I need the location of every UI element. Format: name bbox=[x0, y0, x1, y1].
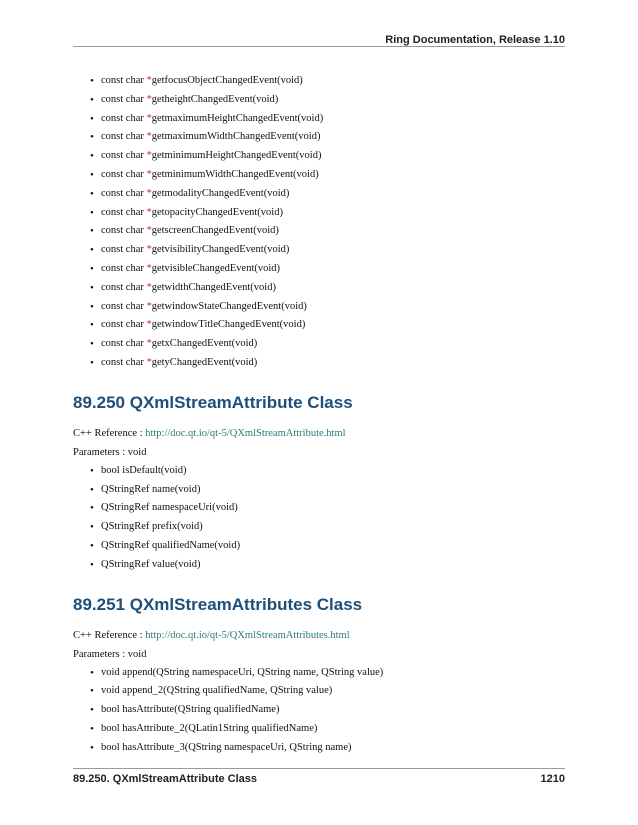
list-item: • bool hasAttribute_3(QString namespaceUri, QString name) bbox=[73, 739, 565, 758]
page-content bbox=[73, 72, 565, 758]
type-prefix: const char bbox=[101, 319, 147, 331]
parameters-text: Parameters : void bbox=[73, 446, 147, 458]
header-title: Ring Documentation, Release 1.10 bbox=[385, 34, 565, 46]
list-item bbox=[73, 222, 565, 241]
pointer-mark: * bbox=[146, 244, 152, 256]
parameters-text: Parameters : void bbox=[73, 648, 147, 660]
list-item bbox=[73, 279, 565, 298]
list-item bbox=[73, 204, 565, 223]
list-item: • bool isDefault(void) bbox=[73, 462, 565, 481]
method-name: getmodalityChangedEvent(void) bbox=[151, 187, 290, 199]
type-prefix: const char bbox=[101, 206, 147, 218]
pointer-mark: * bbox=[146, 112, 152, 124]
list-item: • QStringRef prefix(void) bbox=[73, 518, 565, 537]
type-prefix: const char bbox=[101, 356, 147, 368]
list-item bbox=[73, 110, 565, 129]
section-heading: 89.250 QXmlStreamAttribute Class bbox=[73, 392, 353, 412]
method-name: getheightChangedEvent(void) bbox=[151, 93, 279, 105]
method-name: getvisibleChangedEvent(void) bbox=[151, 262, 281, 274]
list-item: • void append_2(QString qualifiedName, QString value) bbox=[73, 682, 565, 701]
method-list bbox=[73, 664, 565, 758]
pointer-mark: * bbox=[146, 262, 152, 274]
pointer-mark: * bbox=[146, 225, 152, 237]
footer-section: 89.250. QXmlStreamAttribute Class bbox=[73, 773, 258, 785]
method-name: getfocusObjectChangedEvent(void) bbox=[151, 75, 303, 86]
list-item: • void append(QString namespaceUri, QString name, QString value) bbox=[73, 664, 565, 683]
pointer-mark: * bbox=[146, 300, 152, 312]
type-prefix: const char bbox=[101, 150, 147, 162]
list-item: • QStringRef name(void) bbox=[73, 481, 565, 500]
type-prefix: const char bbox=[101, 112, 147, 124]
cpp-reference bbox=[73, 424, 565, 443]
list-item bbox=[73, 91, 565, 110]
method-name: getxChangedEvent(void) bbox=[151, 338, 258, 350]
list-item bbox=[73, 335, 565, 354]
pointer-mark: * bbox=[146, 187, 152, 199]
reference-link[interactable]: http://doc.qt.io/qt-5/QXmlStreamAttributes.html bbox=[145, 629, 350, 641]
page-number: 1210 bbox=[540, 773, 565, 785]
method-name: getopacityChangedEvent(void) bbox=[151, 206, 283, 218]
method-name: getminimumWidthChangedEvent(void) bbox=[151, 168, 319, 180]
section-heading: 89.251 QXmlStreamAttributes Class bbox=[73, 594, 363, 614]
method-name: getminimumHeightChangedEvent(void) bbox=[151, 150, 322, 162]
pointer-mark: * bbox=[146, 338, 152, 350]
pointer-mark: * bbox=[146, 131, 152, 143]
type-prefix: const char bbox=[101, 75, 147, 86]
list-item bbox=[73, 260, 565, 279]
cpp-reference bbox=[73, 626, 565, 645]
page-footer bbox=[73, 768, 565, 785]
method-name: getscreenChangedEvent(void) bbox=[151, 225, 279, 237]
method-name: getwindowTitleChangedEvent(void) bbox=[151, 319, 306, 331]
list-item bbox=[73, 354, 565, 373]
list-item bbox=[73, 241, 565, 260]
page-header bbox=[73, 0, 565, 47]
type-prefix: const char bbox=[101, 281, 147, 293]
pointer-mark: * bbox=[146, 356, 152, 368]
type-prefix: const char bbox=[101, 168, 147, 180]
list-item bbox=[73, 72, 565, 91]
type-prefix: const char bbox=[101, 187, 147, 199]
type-prefix: const char bbox=[101, 338, 147, 350]
list-item: • QStringRef value(void) bbox=[73, 556, 565, 575]
method-name: getmaximumWidthChangedEvent(void) bbox=[151, 131, 321, 143]
list-item bbox=[73, 316, 565, 335]
event-list bbox=[73, 72, 565, 373]
pointer-mark: * bbox=[146, 75, 152, 86]
list-item bbox=[73, 185, 565, 204]
list-item bbox=[73, 298, 565, 317]
method-name: getyChangedEvent(void) bbox=[151, 356, 258, 368]
reference-label: C++ Reference : bbox=[73, 427, 146, 439]
pointer-mark: * bbox=[146, 150, 152, 162]
list-item bbox=[73, 166, 565, 185]
pointer-mark: * bbox=[146, 93, 152, 105]
method-list bbox=[73, 462, 565, 575]
method-name: getvisibilityChangedEvent(void) bbox=[151, 244, 290, 256]
method-name: getmaximumHeightChangedEvent(void) bbox=[151, 112, 324, 124]
pointer-mark: * bbox=[146, 319, 152, 331]
type-prefix: const char bbox=[101, 131, 147, 143]
method-name: getwidthChangedEvent(void) bbox=[151, 281, 276, 293]
pointer-mark: * bbox=[146, 281, 152, 293]
reference-label: C++ Reference : bbox=[73, 629, 146, 641]
list-item bbox=[73, 128, 565, 147]
pointer-mark: * bbox=[146, 168, 152, 180]
list-item: • QStringRef namespaceUri(void) bbox=[73, 499, 565, 518]
type-prefix: const char bbox=[101, 300, 147, 312]
type-prefix: const char bbox=[101, 244, 147, 256]
list-item: • bool hasAttribute(QString qualifiedName) bbox=[73, 701, 565, 720]
reference-link[interactable]: http://doc.qt.io/qt-5/QXmlStreamAttribute.html bbox=[145, 427, 346, 439]
list-item: • bool hasAttribute_2(QLatin1String qualifiedName) bbox=[73, 720, 565, 739]
list-item bbox=[73, 147, 565, 166]
list-item: • QStringRef qualifiedName(void) bbox=[73, 537, 565, 556]
type-prefix: const char bbox=[101, 93, 147, 105]
type-prefix: const char bbox=[101, 225, 147, 237]
method-name: getwindowStateChangedEvent(void) bbox=[151, 300, 307, 312]
pointer-mark: * bbox=[146, 206, 152, 218]
type-prefix: const char bbox=[101, 262, 147, 274]
